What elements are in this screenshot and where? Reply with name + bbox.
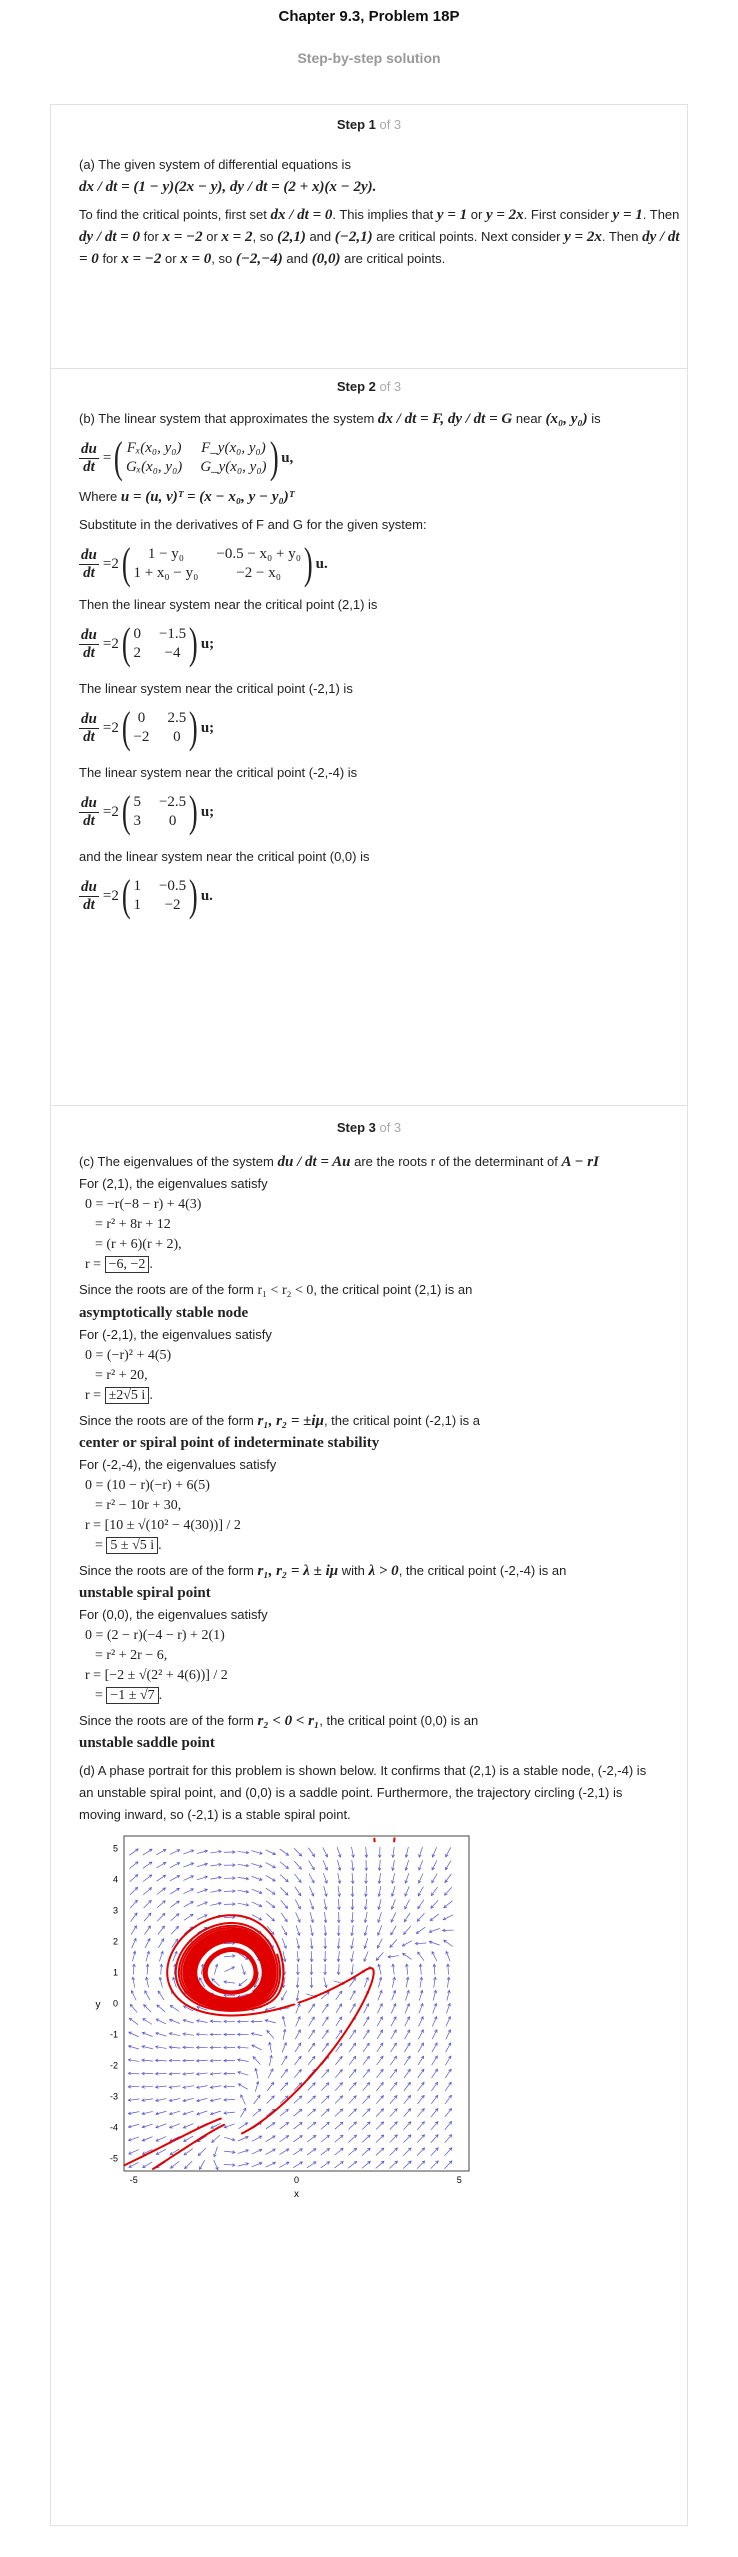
y-tick-label: 0 <box>112 1998 118 2009</box>
step-2-header: Step 2 of 3 <box>336 379 402 394</box>
y-axis-label: y <box>95 1999 101 2011</box>
eq-00: 0 = (2 − r)(−4 − r) + 2(1) = r² + 2r − 6, r = [−2 ± √(2² + 4(6))] / 2 = −1 ± √7 . <box>85 1628 228 1703</box>
step-3-intro: (c) The eigenvalues of the system du / dt = Au are the roots r of the determinant of A − rI <box>79 1154 599 1170</box>
y-tick-label: -5 <box>109 2153 118 2164</box>
general-matrix: $\frac{du}{dt}$ = 2 ( 1 − y₀ −0.5 − x₀ + y₀ 1 + x₀ − y₀ −2 − x₀ ) u. <box>81 539 328 588</box>
x-tick-label: 5 <box>456 2175 462 2185</box>
x-tick-label: 0 <box>293 2175 300 2185</box>
eq-21: 0 = −r(−8 − r) + 4(3) = r² + 8r + 12 = (r + 6)(r + 2), r = −6, −2 . <box>85 1197 202 1272</box>
where-line: Where u = (u, v)ᵀ = (x − x₀, y − y₀)ᵀ <box>79 489 295 505</box>
y-tick-label: 1 <box>112 1967 118 1978</box>
matrix-21: $\frac{du}{dt}$ = 2 ( 0 −1.5 2 −4 ) u; <box>81 619 215 668</box>
for-m2m4-line: For (-2,-4), the eigenvalues satisfy <box>79 1457 277 1472</box>
for-00-line: For (0,0), the eigenvalues satisfy <box>79 1607 268 1622</box>
x-axis-label: x <box>294 2189 299 2200</box>
step-3-header: Step 3 of 3 <box>336 1120 402 1135</box>
usp-label: unstable spiral point <box>79 1585 211 1601</box>
for-21-line: For (2,1), the eigenvalues satisfy <box>79 1176 268 1191</box>
y-tick-label: 3 <box>112 1905 118 1916</box>
center-label: center or spiral point of indeterminate stability <box>79 1435 380 1451</box>
since-3: Since the roots are of the form r₁, r₂ = λ ± iμ with λ > 0, the critical point (-2,-4) is an <box>79 1563 567 1579</box>
phase-portrait <box>79 1832 499 2212</box>
near-m2m4-line: The linear system near the critical point (-2,-4) is <box>79 765 358 780</box>
x-tick-label: -5 <box>129 2175 138 2185</box>
step-3-card <box>50 1106 688 2526</box>
y-tick-label: 4 <box>112 1874 118 1885</box>
since-4: Since the roots are of the form r₂ < 0 < r₁, the critical point (0,0) is an <box>79 1713 479 1729</box>
given-system: dx / dt = (1 − y)(2x − y), dy / dt = (2 + x)(x − 2y). <box>79 179 377 195</box>
matrix-00: $\frac{du}{dt}$ = 2 ( 1 −0.5 1 −2 ) u. <box>81 871 213 920</box>
step-1-header: Step 1 of 3 <box>336 117 402 132</box>
near-21-line: Then the linear system near the critical point (2,1) is <box>79 597 378 612</box>
for-m21-line: For (-2,1), the eigenvalues satisfy <box>79 1327 272 1342</box>
since-1: Since the roots are of the form r₁ < r₂ < 0, the critical point (2,1) is an <box>79 1282 473 1298</box>
part-d-text: (d) A phase portrait for this problem is shown below. It confirms that (2,1) is a stable node, (-2,-4) is an unstable spiral point, and (0,0) is a saddle point. Furthermore, the trajectory circling (-2,1) is moving inward, so (-2,1) is a stable spiral point. <box>79 1763 647 1822</box>
asn-label: asymptotically stable node <box>79 1305 249 1321</box>
near-00-line: and the linear system near the critical point (0,0) is <box>79 849 370 864</box>
y-tick-label: -4 <box>109 2122 118 2133</box>
matrix-m21: $\frac{du}{dt}$ = 2 ( 0 2.5 −2 0 ) u; <box>81 703 215 752</box>
uss-label: unstable saddle point <box>79 1735 215 1751</box>
near-m21-line: The linear system near the critical point (-2,1) is <box>79 681 353 696</box>
y-tick-label: 2 <box>112 1936 118 1947</box>
plot-frame <box>124 1836 469 2171</box>
step-1-intro: (a) The given system of differential equations is <box>79 157 351 172</box>
jacobian-matrix: $\frac{du}{dt}$ = ( Fₓ(x₀, y₀) F_y(x₀, y₀) Gₓ(x₀, y₀) G_y(x₀, y₀) ) u, <box>81 433 294 482</box>
page-title: Chapter 9.3, Problem 18P <box>278 8 460 25</box>
step-1-card <box>50 104 688 369</box>
step-2-card <box>50 369 688 1106</box>
y-tick-label: -3 <box>109 2091 118 2102</box>
y-tick-label: 5 <box>112 1843 118 1854</box>
matrix-m2m4: $\frac{du}{dt}$ = 2 ( 5 −2.5 3 0 ) u; <box>81 787 215 836</box>
y-tick-label: -1 <box>109 2029 118 2040</box>
step-1-body: To find the critical points, first set dx / dt = 0. This implies that y = 1 or y = 2x. First consider y = 1. Then dy / dt = 0 for x = −2 or x = 2, so (2,1) and (−2,1) are critical points. Next consider y = 2x. Then dy / dt = 0 for x = −2 or x = 0, so (−2,−4) and (0,0) are critical points. <box>79 207 680 267</box>
page-subtitle: Step-by-step solution <box>297 50 441 66</box>
since-2: Since the roots are of the form r₁, r₂ = ±iμ, the critical point (-2,1) is a <box>79 1413 480 1429</box>
eq-m21: 0 = (−r)² + 4(5) = r² + 20, r = ±2√5 i . <box>85 1348 172 1403</box>
y-tick-label: -2 <box>109 2060 118 2071</box>
eq-m2m4: 0 = (10 − r)(−r) + 6(5) = r² − 10r + 30, r = [10 ± √(10² − 4(30))] / 2 = 5 ± √5 i . <box>85 1478 241 1553</box>
substitute-line: Substitute in the derivatives of F and G for the given system: <box>79 517 427 532</box>
step-2-intro: (b) The linear system that approximates the system dx / dt = F, dy / dt = G near (x₀, y₀) is <box>79 411 601 427</box>
